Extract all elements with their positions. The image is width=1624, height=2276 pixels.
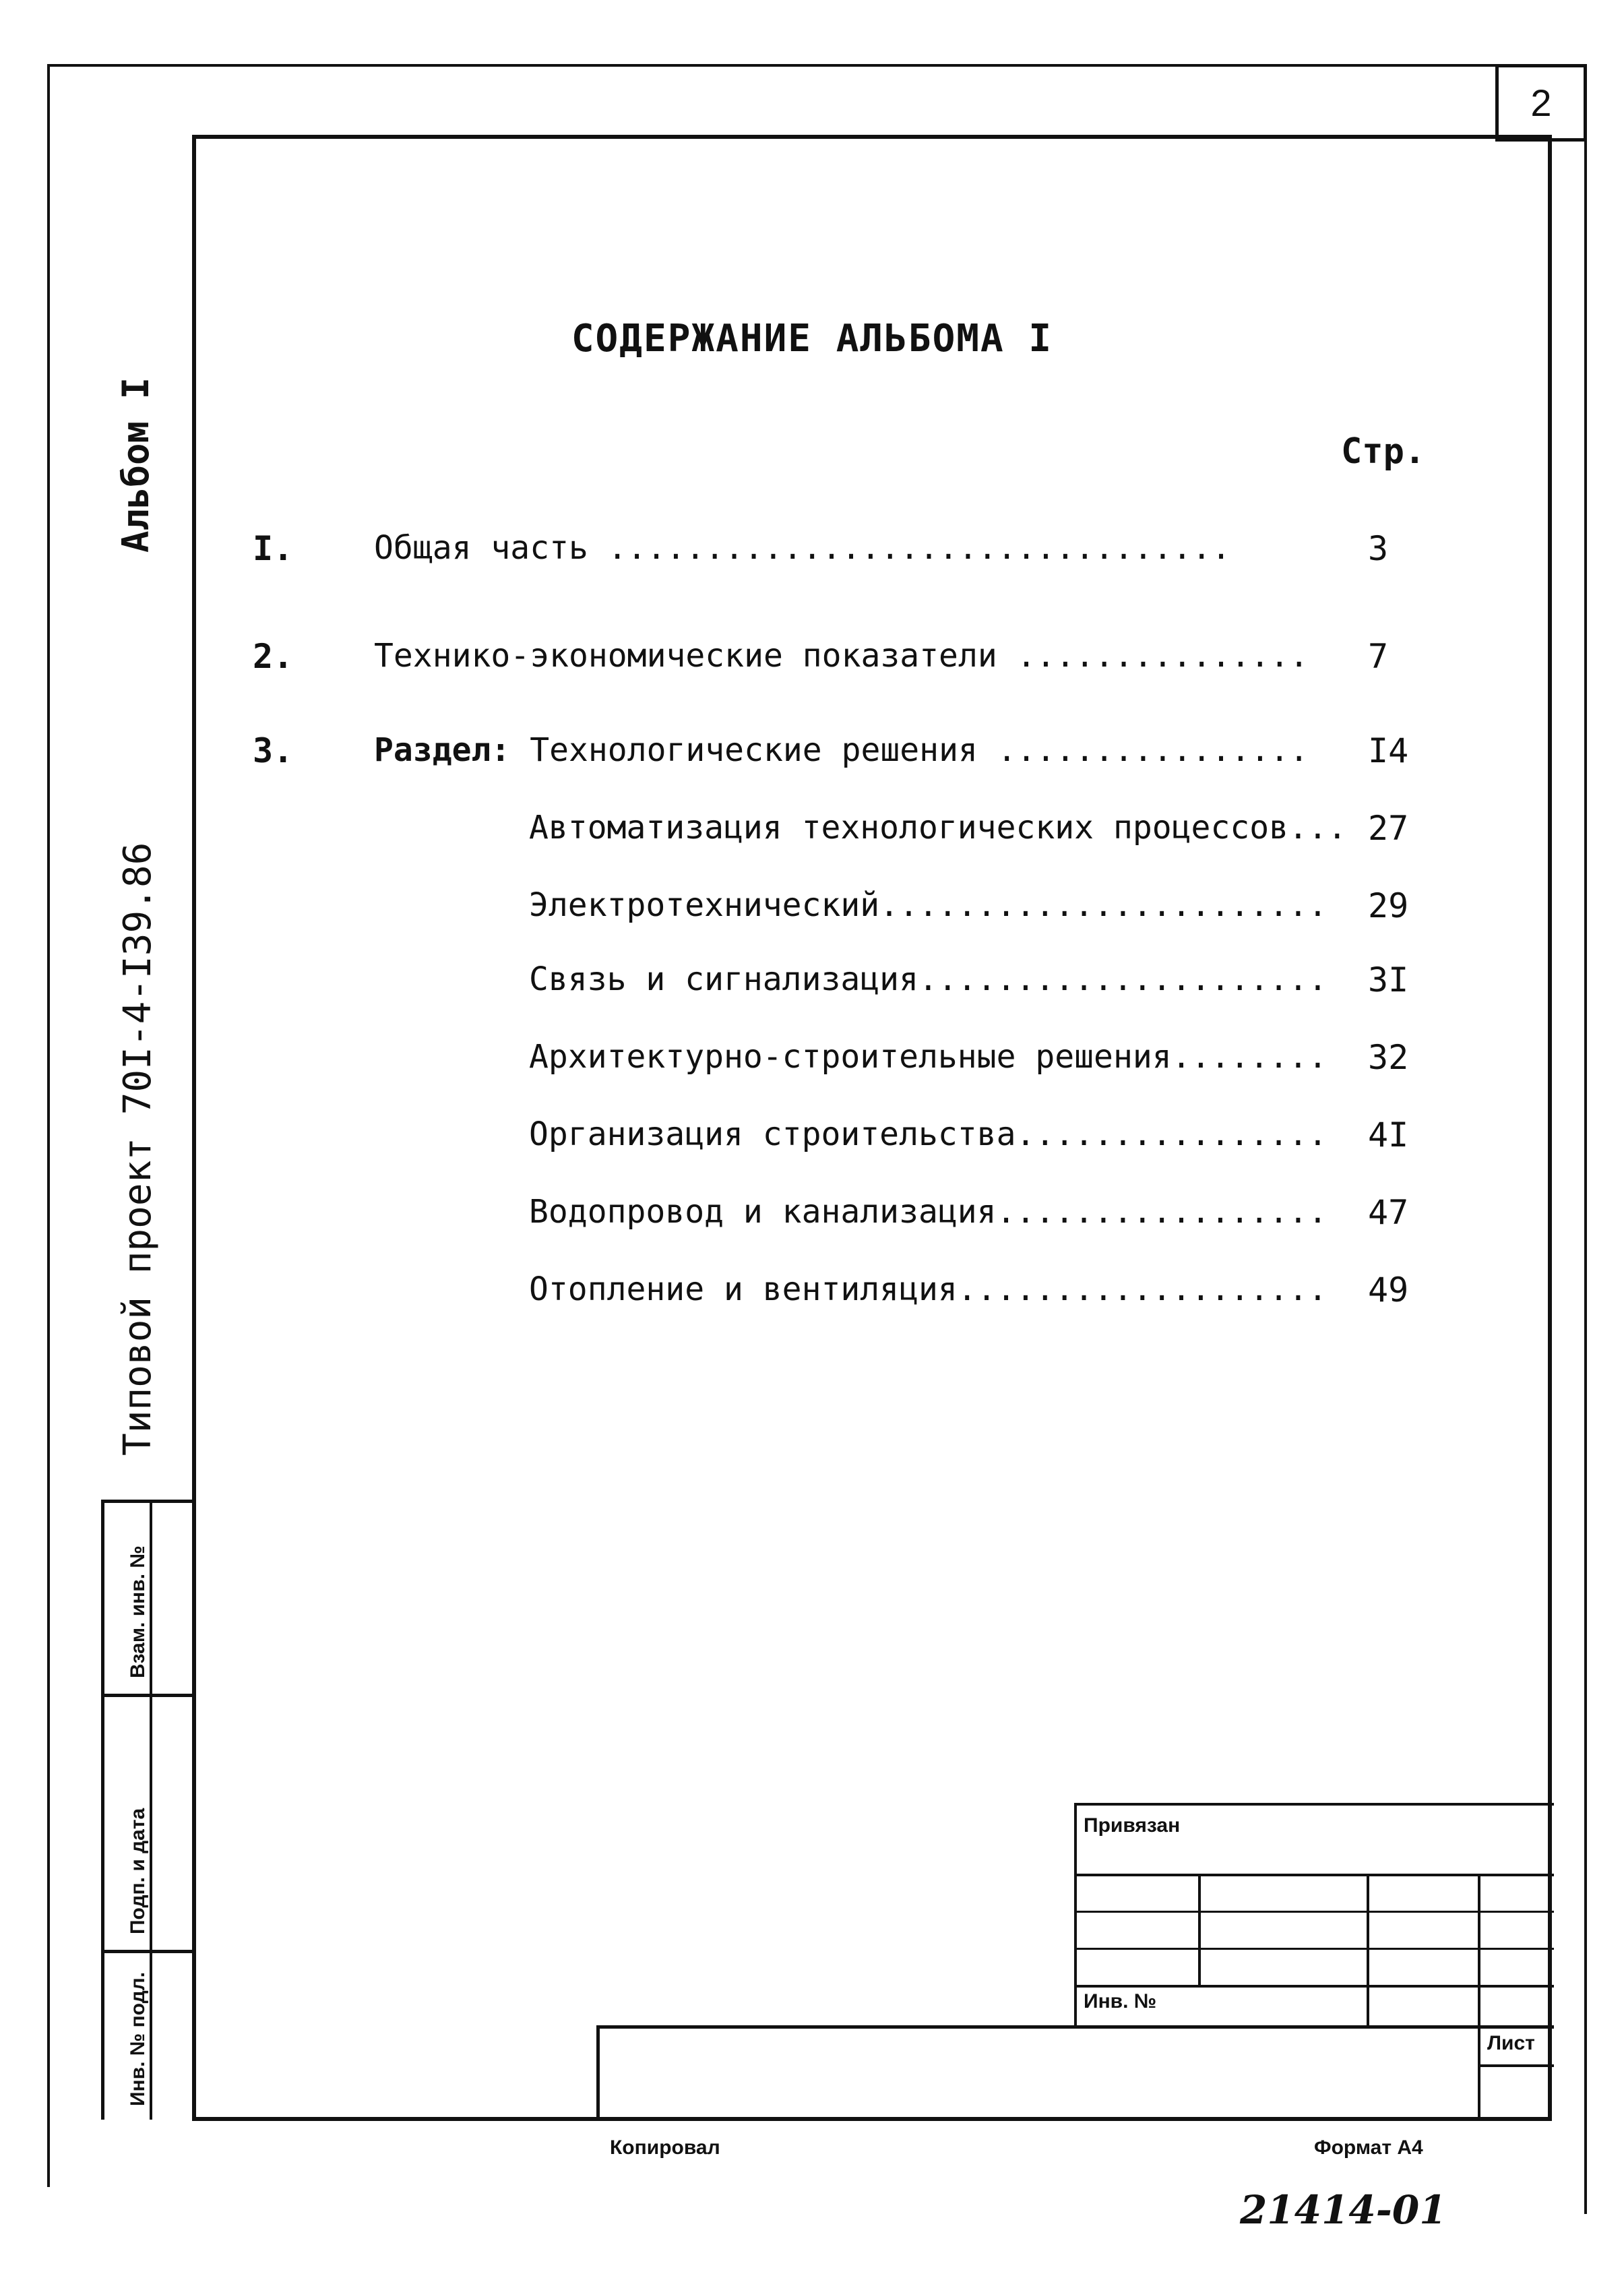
toc-entry-label (529, 809, 1347, 847)
toc-entry-page: 27 (1368, 809, 1409, 848)
stamp-row-3 (1074, 1948, 1554, 1950)
toc-entry-number: 3. (253, 731, 294, 770)
copied-label: Копировал (610, 2136, 720, 2159)
sheet-label: Лист (1487, 2032, 1535, 2054)
stamp-top (1074, 1803, 1554, 1806)
handwritten-code: 21414-01 (1240, 2187, 1447, 2233)
toc-entry-text: Архитектурно-строительные решения........ (529, 1038, 1328, 1076)
toc-entry (0, 960, 1624, 1008)
toc-entry-text: Технико-экономические показатели ............... (374, 637, 1309, 675)
toc-entry-page: I4 (1368, 731, 1409, 770)
toc-entry-text: Организация строительства................ (529, 1115, 1328, 1153)
toc-entry (0, 1270, 1624, 1318)
page-title: СОДЕРЖАНИЕ АЛЬБОМА I (571, 317, 1053, 361)
stamp-bound-label: Привязан (1084, 1814, 1181, 1837)
toc-entry-page: 4I (1368, 1115, 1409, 1155)
toc-entry-number: I. (253, 529, 294, 568)
toc-entry (0, 1193, 1624, 1240)
toc-entry-label (529, 1038, 1328, 1076)
toc-entry-page: 3I (1368, 960, 1409, 999)
page-column-header: Стр. (1341, 431, 1426, 472)
toc-entry-page: 29 (1368, 886, 1409, 925)
toc-entry-number: 2. (253, 637, 294, 676)
toc-entry-text: Электротехнический....................... (529, 886, 1328, 924)
toc-entry-text: Связь и сигнализация..................... (529, 960, 1328, 998)
toc-entry-label (529, 1193, 1328, 1231)
toc-entry-label (374, 637, 1309, 675)
stamp-row-4 (1074, 1985, 1554, 1988)
toc-entry-label (374, 529, 1231, 567)
toc-entry-text: Отопление и вентиляция................... (529, 1270, 1328, 1308)
toc-entry-page: 47 (1368, 1193, 1409, 1232)
toc-entry-page: 7 (1368, 637, 1389, 676)
toc-entry-label (529, 886, 1328, 924)
stamp-col-3 (1478, 1874, 1480, 2120)
outer-right-line (1584, 138, 1587, 2214)
toc-entry-label (529, 1270, 1328, 1308)
toc-entry (0, 1115, 1624, 1163)
stamp-row-2 (1074, 1911, 1554, 1913)
stamp-inv-label: Инв. № (1084, 1990, 1157, 2012)
stamp-row-1 (1074, 1874, 1554, 1876)
toc-entry (0, 529, 1624, 576)
sheet-number: 2 (1495, 64, 1587, 142)
title-block-left (596, 2025, 600, 2120)
project-code: Типовой проект 70I-4-I39.86 (116, 842, 160, 1456)
toc-entry (0, 886, 1624, 933)
title-block-top (596, 2025, 1554, 2029)
side-cell-sep-1 (101, 1694, 195, 1697)
stamp-col-1 (1198, 1874, 1201, 1987)
toc-entry-text: Водопровод и канализация................. (529, 1193, 1328, 1231)
stamp-col-2 (1367, 1874, 1369, 2029)
outer-top-line (47, 64, 1496, 67)
toc-entry-text: Технологические решения ................ (510, 731, 1309, 769)
side-cell-divider-vert (150, 1500, 152, 2120)
side-cell-sign-date: Подп. и дата (127, 1808, 149, 1934)
toc-entry (0, 637, 1624, 684)
toc-entry-text: Автоматизация технологических процессов... (529, 809, 1347, 847)
toc-entry-label (374, 731, 1309, 769)
toc-entry (0, 809, 1624, 856)
format-label: Формат А4 (1314, 2136, 1423, 2159)
album-label: Альбом I (115, 377, 157, 553)
stamp-left (1074, 1803, 1077, 2029)
side-cell-sep-2 (101, 1950, 195, 1953)
toc-entry-label (529, 1115, 1328, 1153)
toc-entry (0, 1038, 1624, 1085)
toc-entry (0, 731, 1624, 778)
side-cell-inv-original: Инв. № подл. (127, 1971, 149, 2106)
toc-entry-page: 49 (1368, 1270, 1409, 1310)
toc-entry-text: Общая часть ................................ (374, 529, 1231, 567)
toc-entry-page: 32 (1368, 1038, 1409, 1077)
side-cell-top (101, 1500, 195, 1503)
toc-entry-lead: Раздел: (374, 731, 511, 769)
toc-entry-label (529, 960, 1328, 998)
side-cell-frame-left (101, 1500, 104, 2120)
toc-entry-page: 3 (1368, 529, 1389, 568)
sheet-cell-divider (1478, 2064, 1554, 2067)
side-cell-replace-inv: Взам. инв. № (127, 1545, 149, 1678)
